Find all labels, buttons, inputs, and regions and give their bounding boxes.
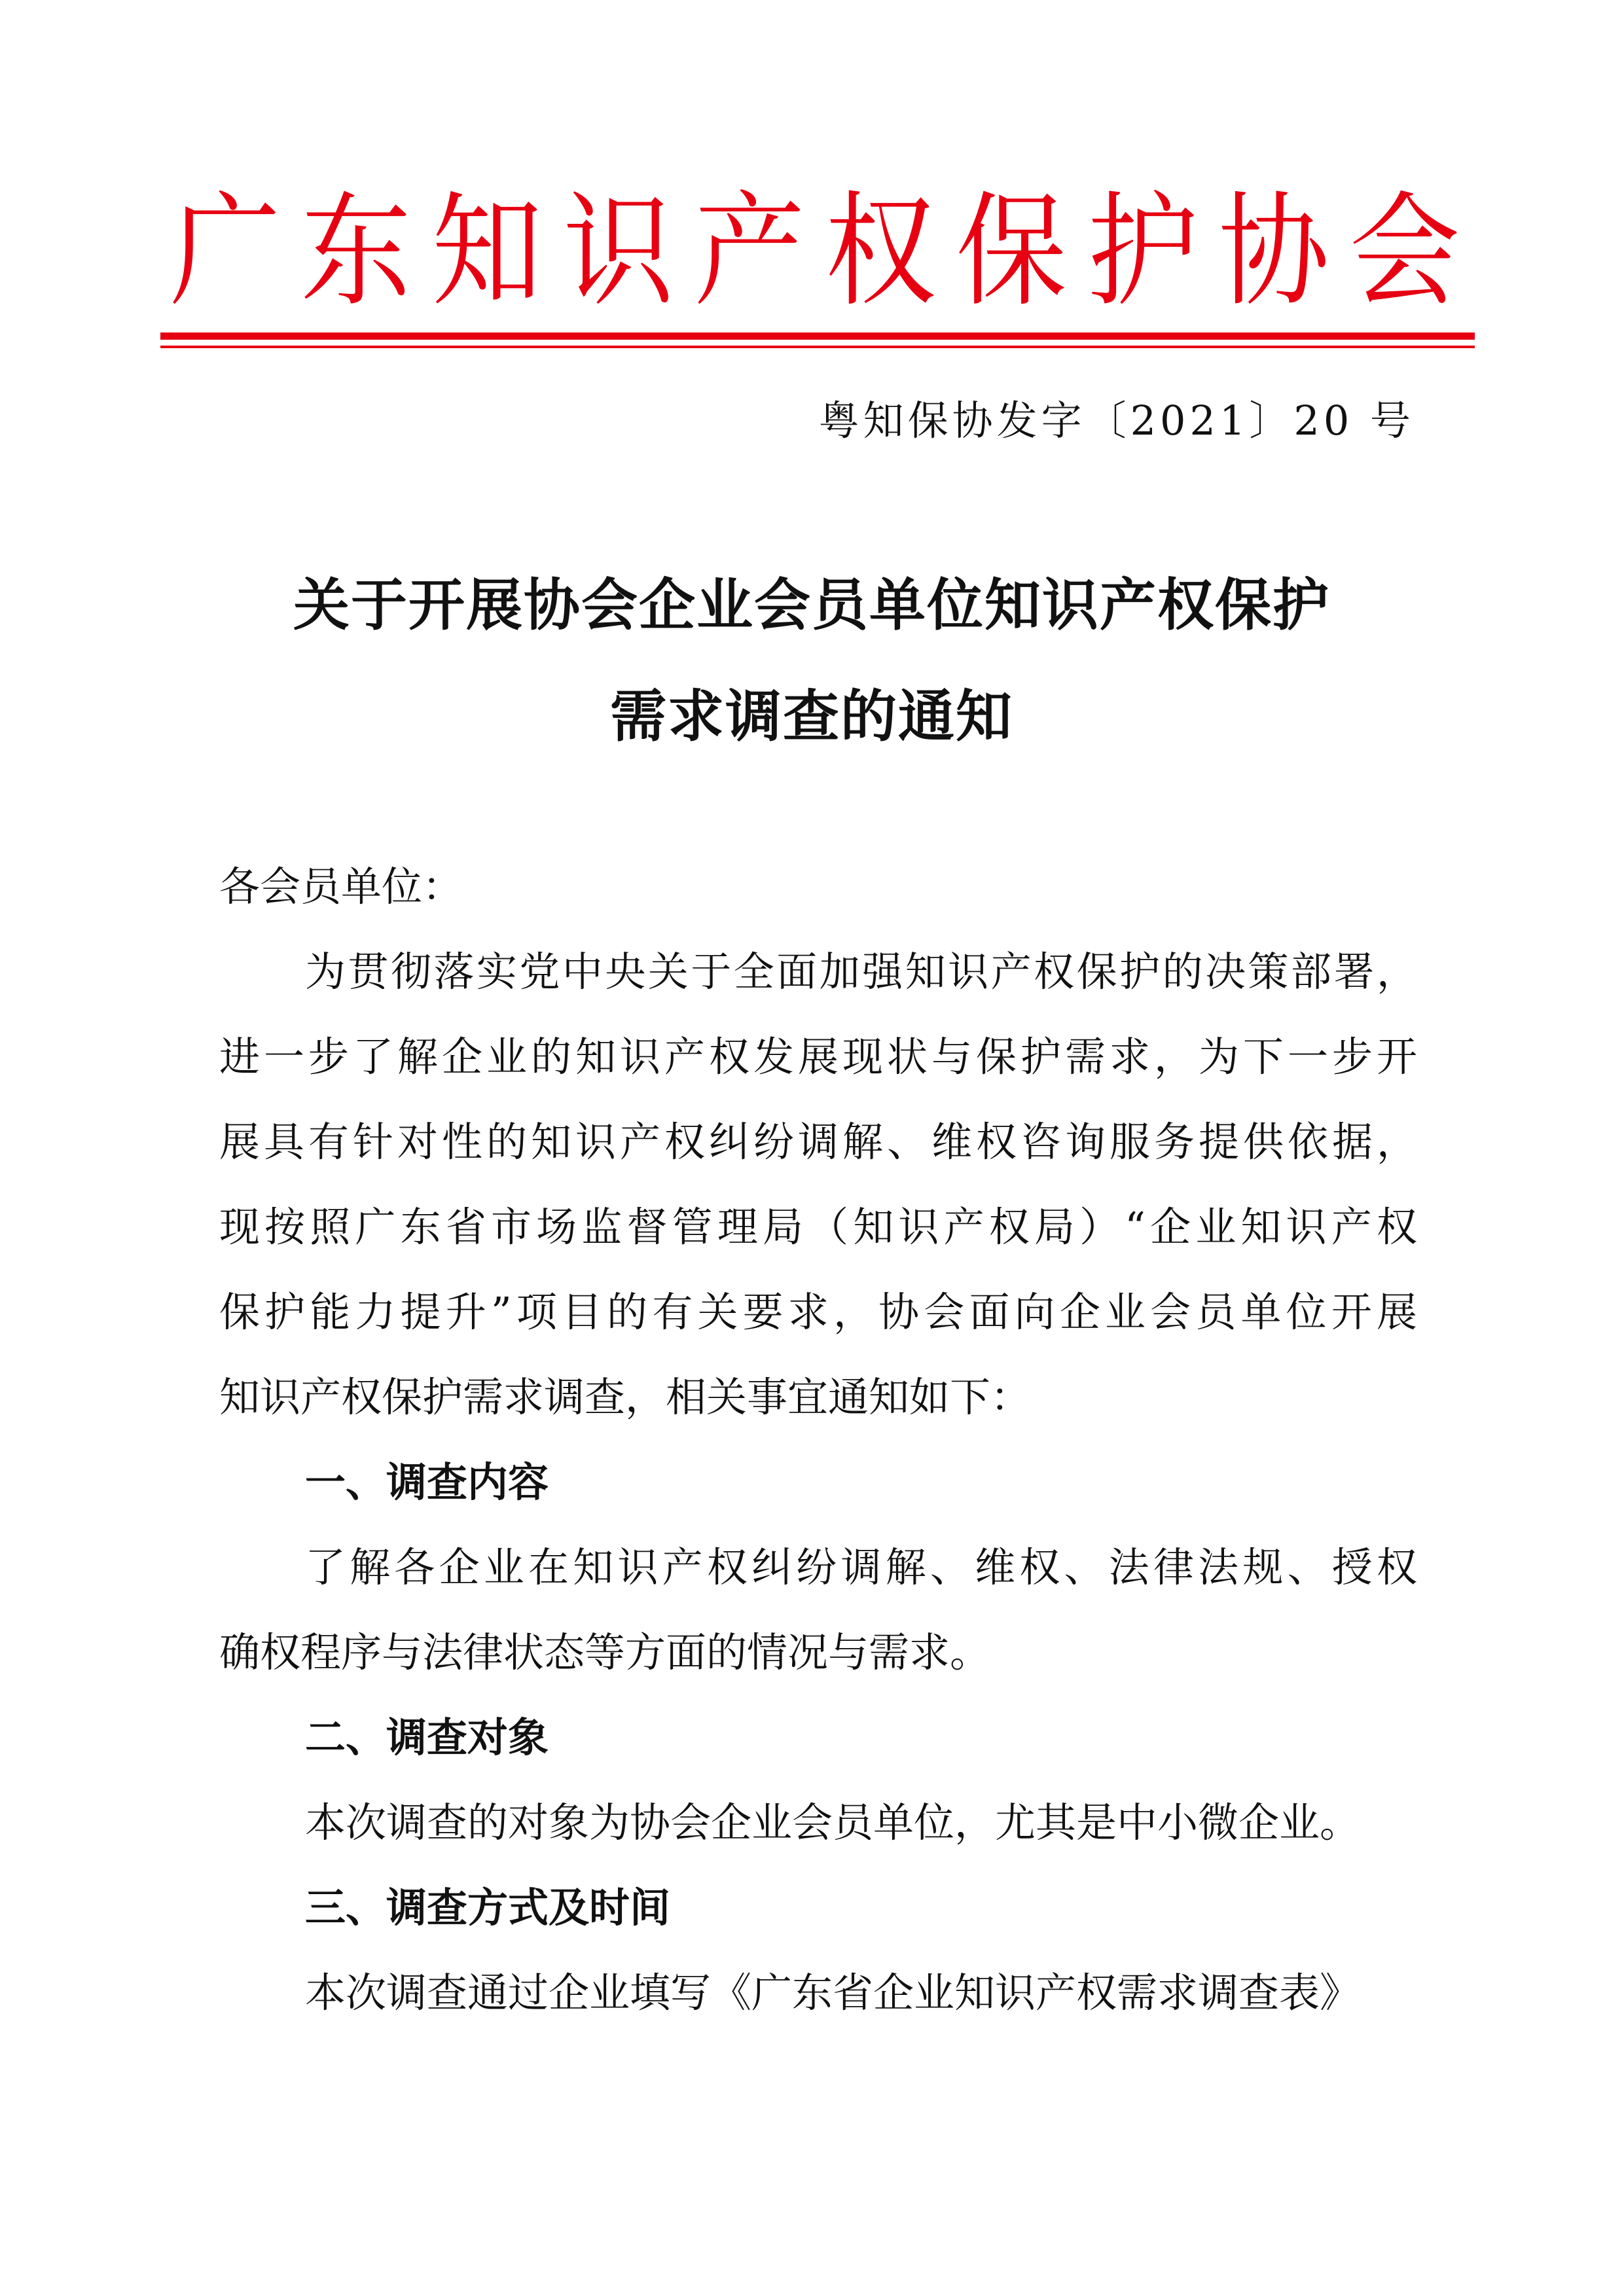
section-heading: 二、调查对象: [305, 1713, 549, 1761]
masthead-char: 保: [956, 180, 1067, 323]
masthead-char: 权: [825, 180, 936, 323]
masthead-char: 东: [300, 180, 412, 323]
paragraph-line: 保护能力提升”项目的有关要求，协会面向企业会员单位开展: [219, 1288, 1417, 1336]
masthead-char: 会: [1349, 180, 1460, 323]
paragraph-line: 展具有针对性的知识产权纠纷调解、维权咨询服务提供依据，: [219, 1118, 1417, 1166]
section-heading: 一、调查内容: [305, 1458, 549, 1506]
salutation: 各会员单位：: [219, 863, 463, 910]
paragraph-line: 现按照广东省市场监督管理局（知识产权局）“企业知识产权: [219, 1203, 1417, 1251]
section-heading: 三、调查方式及时间: [305, 1884, 671, 1931]
document-title-line-2: 需求调查的通知: [610, 684, 1013, 749]
masthead-char: 协: [1218, 180, 1329, 323]
paragraph-line: 了解各企业在知识产权纠纷调解、维权、法律法规、授权: [305, 1543, 1417, 1591]
masthead-char: 识: [563, 180, 674, 323]
paragraph-line: 进一步了解企业的知识产权发展现状与保护需求，为下一步开: [219, 1033, 1417, 1081]
masthead-org-name: [164, 177, 1466, 327]
document-title-line-1: 关于开展协会企业会员单位知识产权保护: [293, 573, 1330, 638]
masthead-char: 护: [1087, 180, 1199, 323]
paragraph-line: 确权程序与法律状态等方面的情况与需求。: [219, 1628, 991, 1676]
paragraph-line: 本次调查的对象为协会企业会员单位，尤其是中小微企业。: [305, 1799, 1361, 1846]
masthead-divider-thick: [160, 332, 1475, 340]
document-number: 粤知保协发字〔2021〕20 号: [818, 397, 1415, 444]
paragraph-line: 为贯彻落实党中央关于全面加强知识产权保护的决策部署，: [305, 948, 1417, 996]
masthead-char: 广: [170, 180, 281, 323]
masthead-char: 产: [694, 180, 805, 323]
masthead-divider-thin: [160, 346, 1475, 348]
masthead-char: 知: [431, 180, 543, 323]
paragraph-line: 本次调查通过企业填写《广东省企业知识产权需求调查表》: [305, 1969, 1361, 2017]
paragraph-line: 知识产权保护需求调查，相关事宜通知如下：: [219, 1373, 1032, 1421]
